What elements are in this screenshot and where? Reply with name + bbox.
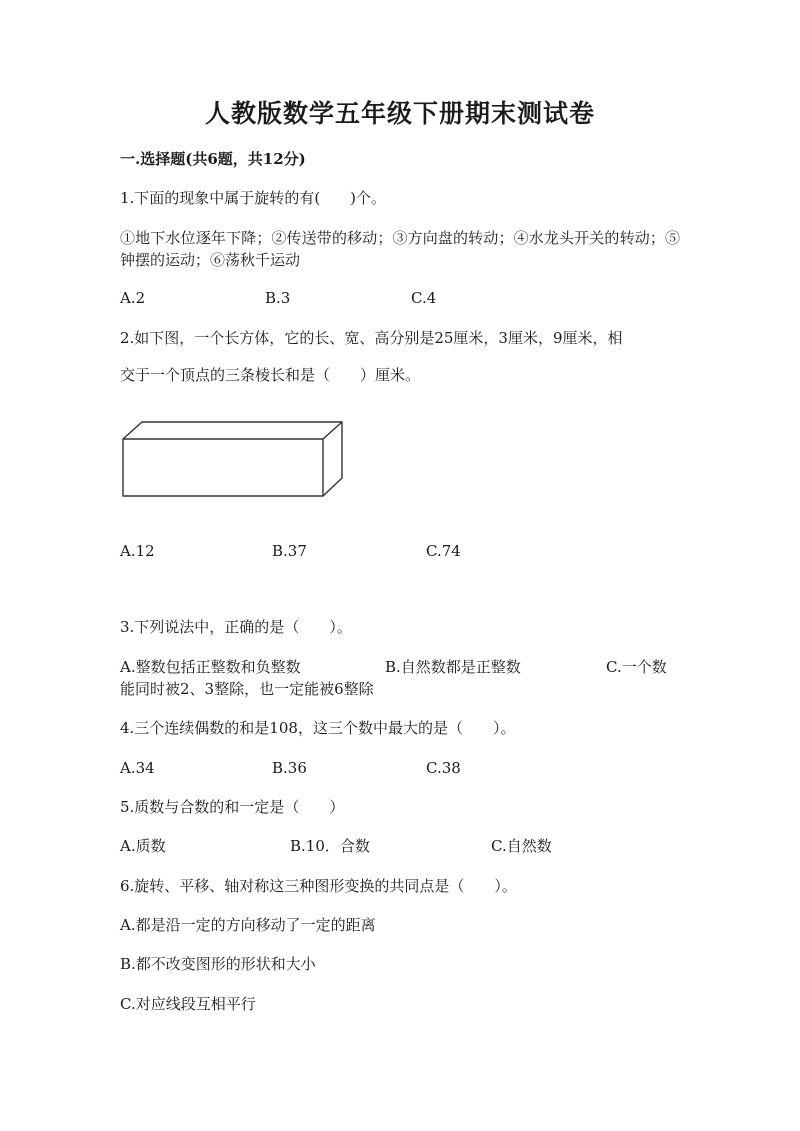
question-3-stem: 3.下列说法中，正确的是（ ）。 — [120, 618, 352, 636]
question-3-option-c: C.一个数 — [606, 658, 667, 676]
question-3-option-a: A.整数包括正整数和负整数 — [120, 658, 301, 676]
cuboid-side-face — [323, 422, 342, 496]
question-5-option-b: B.10．合数 — [290, 837, 370, 855]
cuboid-figure — [120, 418, 346, 500]
question-1-option-c: C.4 — [411, 289, 437, 307]
question-2-stem-line1: 2.如下图，一个长方体，它的长、宽、高分别是25厘米，3厘米，9厘米，相 — [120, 329, 623, 347]
question-1-detail: ①地下水位逐年下降；②传送带的移动；③方向盘的转动；④水龙头开关的转动；⑤钟摆的运动；⑥荡秋千运动 — [120, 229, 680, 269]
cuboid-front-face — [123, 439, 323, 496]
question-4-option-a: A.34 — [120, 759, 155, 777]
question-2-option-b: B.37 — [272, 542, 307, 560]
question-6-option-a: A.都是沿一定的方向移动了一定的距离 — [120, 916, 376, 934]
question-2-option-a: A.12 — [120, 542, 155, 560]
question-2-stem-line2: 交于一个顶点的三条棱长和是（ ）厘米。 — [120, 366, 421, 384]
question-1-stem: 1.下面的现象中属于旋转的有( )个。 — [120, 189, 387, 207]
question-4-option-b: B.36 — [272, 759, 307, 777]
question-6-option-b: B.都不改变图形的形状和大小 — [120, 955, 316, 973]
question-3-option-b: B.自然数都是正整数 — [385, 658, 521, 676]
question-5-option-c: C.自然数 — [491, 837, 552, 855]
question-1-option-a: A.2 — [120, 289, 146, 307]
question-4-option-c: C.38 — [426, 759, 461, 777]
question-5-option-a: A.质数 — [120, 837, 166, 855]
page-title: 人教版数学五年级下册期末测试卷 — [204, 99, 595, 128]
question-3-option-c-continued: 能同时被2、3整除，也一定能被6整除 — [120, 680, 374, 698]
question-5-stem: 5.质数与合数的和一定是（ ） — [120, 798, 345, 816]
question-4-stem: 4.三个连续偶数的和是108，这三个数中最大的是（ ）。 — [120, 719, 516, 737]
question-2-option-c: C.74 — [426, 542, 461, 560]
question-6-option-c: C.对应线段互相平行 — [120, 995, 256, 1013]
section-heading: 一.选择题(共6题，共12分) — [120, 150, 306, 168]
question-6-stem: 6.旋转、平移、轴对称这三种图形变换的共同点是（ ）。 — [120, 877, 517, 895]
question-1-option-b: B.3 — [265, 289, 291, 307]
cuboid-top-face — [123, 422, 342, 439]
